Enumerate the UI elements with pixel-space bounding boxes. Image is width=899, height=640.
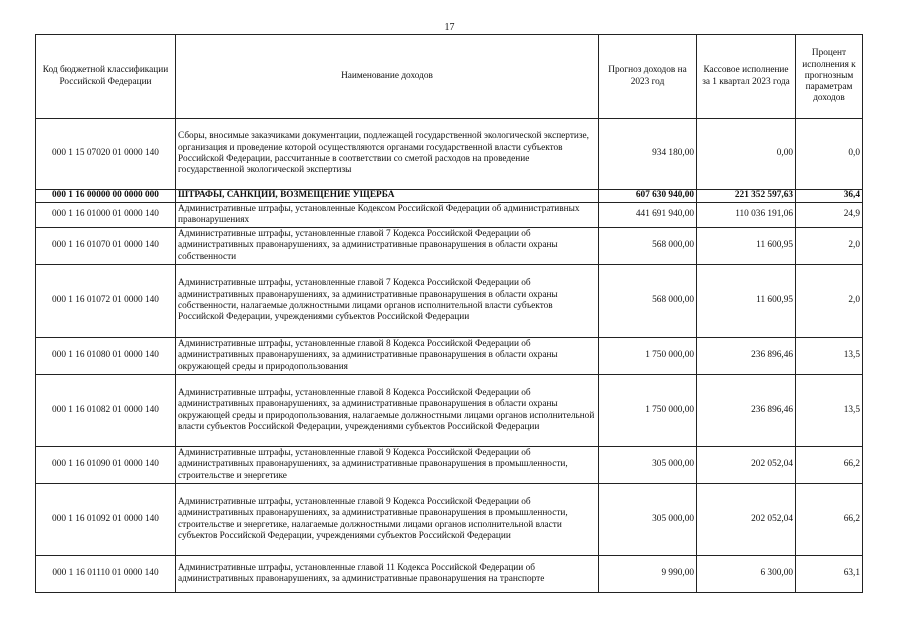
page-number: 17 (444, 22, 455, 33)
cell-cash: 202 052,04 (697, 484, 796, 556)
cell-cash: 11 600,95 (697, 265, 796, 338)
cell-code: 000 1 16 01082 01 0000 140 (36, 375, 176, 447)
table-row (36, 556, 863, 593)
cell-name: Административные штрафы, установленные главой 7 Кодекса Российской Федерации об административных правонарушениях, за административные правонарушения в области охраны собственности, налагаемые должностными лицами органов исполнительной власти субъектов Российской Федерации, учреждениями субъектов Российской Федерации (176, 265, 599, 338)
table-row (36, 484, 863, 556)
table-body (36, 119, 863, 593)
cell-cash: 236 896,46 (697, 338, 796, 375)
cell-code: 000 1 16 00000 00 0000 000 (36, 190, 176, 203)
cell-code: 000 1 15 07020 01 0000 140 (36, 119, 176, 190)
table-row (36, 338, 863, 375)
cell-forecast: 568 000,00 (599, 228, 697, 265)
cell-percent: 24,9 (796, 203, 863, 228)
cell-name: Административные штрафы, установленные главой 7 Кодекса Российской Федерации об административных правонарушениях, за административные правонарушения в области охраны собственности (176, 228, 599, 265)
table-row (36, 190, 863, 203)
cell-name: Административные штрафы, установленные главой 9 Кодекса Российской Федерации об административных правонарушениях, за административные правонарушения в промышленности, строительстве и энергетике, налагаемые должностными лицами органов исполнительной власти субъектов Российской Федерации, учреждениями субъектов Российской Федерации (176, 484, 599, 556)
header-percent: Процент исполнения к прогнозным параметрам доходов (796, 35, 863, 119)
cell-cash: 221 352 597,63 (697, 190, 796, 203)
cell-code: 000 1 16 01072 01 0000 140 (36, 265, 176, 338)
cell-cash: 110 036 191,06 (697, 203, 796, 228)
cell-percent: 36,4 (796, 190, 863, 203)
cell-percent: 66,2 (796, 484, 863, 556)
cell-cash: 11 600,95 (697, 228, 796, 265)
cell-code: 000 1 16 01092 01 0000 140 (36, 484, 176, 556)
cell-percent: 0,0 (796, 119, 863, 190)
cell-percent: 2,0 (796, 228, 863, 265)
table-row (36, 375, 863, 447)
cell-percent: 66,2 (796, 447, 863, 484)
cell-code: 000 1 16 01110 01 0000 140 (36, 556, 176, 593)
cell-cash: 6 300,00 (697, 556, 796, 593)
cell-name: ШТРАФЫ, САНКЦИИ, ВОЗМЕЩЕНИЕ УЩЕРБА (176, 190, 599, 203)
table-row (36, 447, 863, 484)
cell-forecast: 305 000,00 (599, 447, 697, 484)
table-row (36, 265, 863, 338)
cell-forecast: 1 750 000,00 (599, 375, 697, 447)
cell-forecast: 568 000,00 (599, 265, 697, 338)
cell-forecast: 441 691 940,00 (599, 203, 697, 228)
header-forecast: Прогноз доходов на 2023 год (599, 35, 697, 119)
table-row (36, 203, 863, 228)
cell-name: Административные штрафы, установленные главой 9 Кодекса Российской Федерации об административных правонарушениях, за административные правонарушения в промышленности, строительстве и энергетике (176, 447, 599, 484)
table-header-row (36, 35, 863, 119)
table-row (36, 228, 863, 265)
cell-forecast: 9 990,00 (599, 556, 697, 593)
cell-code: 000 1 16 01080 01 0000 140 (36, 338, 176, 375)
cell-code: 000 1 16 01070 01 0000 140 (36, 228, 176, 265)
cell-cash: 0,00 (697, 119, 796, 190)
header-cash: Кассовое исполнение за 1 квартал 2023 года (697, 35, 796, 119)
cell-forecast: 607 630 940,00 (599, 190, 697, 203)
cell-name: Административные штрафы, установленные главой 11 Кодекса Российской Федерации об административных правонарушениях, за административные правонарушения на транспорте (176, 556, 599, 593)
cell-percent: 13,5 (796, 338, 863, 375)
cell-name: Сборы, вносимые заказчиками документации, подлежащей государственной экологической экспертизе, организация и проведение которой осуществляются органами государственной власти субъектов Российской Федерации, рассчитанные в соответствии со сметой расходов на проведение государственной экологической экспертизы (176, 119, 599, 190)
cell-cash: 236 896,46 (697, 375, 796, 447)
cell-percent: 2,0 (796, 265, 863, 338)
cell-forecast: 1 750 000,00 (599, 338, 697, 375)
cell-name: Административные штрафы, установленные главой 8 Кодекса Российской Федерации об административных правонарушениях, за административные правонарушения в области охраны окружающей среды и природопользования (176, 338, 599, 375)
cell-code: 000 1 16 01000 01 0000 140 (36, 203, 176, 228)
table-row (36, 119, 863, 190)
cell-forecast: 305 000,00 (599, 484, 697, 556)
header-name: Наименование доходов (176, 35, 599, 119)
cell-forecast: 934 180,00 (599, 119, 697, 190)
revenue-table (35, 34, 863, 593)
cell-percent: 63,1 (796, 556, 863, 593)
cell-code: 000 1 16 01090 01 0000 140 (36, 447, 176, 484)
cell-percent: 13,5 (796, 375, 863, 447)
cell-name: Административные штрафы, установленные главой 8 Кодекса Российской Федерации об административных правонарушениях, за административные правонарушения в области охраны окружающей среды и природопользования, налагаемые должностными лицами органов исполнительной власти субъектов Российской Федерации, учреждениями субъектов Российской Федерации (176, 375, 599, 447)
header-code: Код бюджетной классификации Российской Федерации (36, 35, 176, 119)
cell-cash: 202 052,04 (697, 447, 796, 484)
cell-name: Административные штрафы, установленные Кодексом Российской Федерации об административных правонарушениях (176, 203, 599, 228)
